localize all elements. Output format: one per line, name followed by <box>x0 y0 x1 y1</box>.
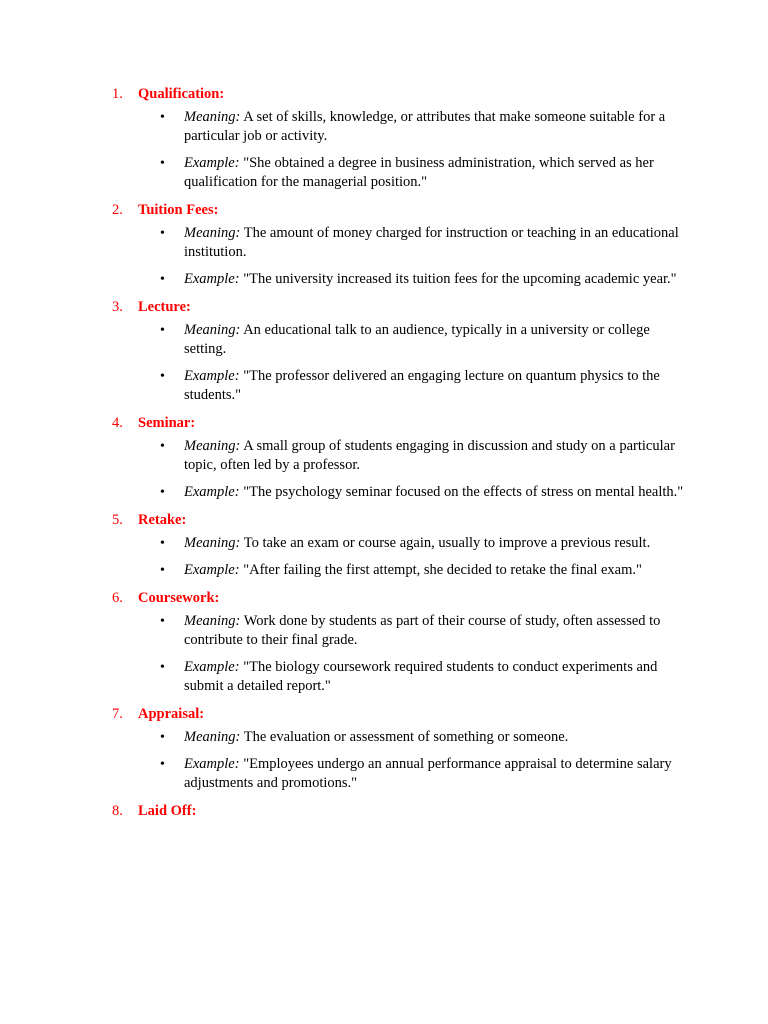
term-title: Laid Off: <box>138 803 197 819</box>
example-item <box>0 270 684 289</box>
term-title: Lecture: <box>138 299 191 315</box>
example-text: "The professor delivered an engaging lecture on quantum physics to the students." <box>184 368 660 403</box>
example-text: "She obtained a degree in business administration, which served as her qualification for the managerial position." <box>184 155 654 190</box>
bullet-icon: • <box>160 272 165 287</box>
term-number: 2. <box>112 202 123 218</box>
meaning-item <box>0 108 684 146</box>
definition-list <box>0 534 768 580</box>
example-item <box>0 154 684 192</box>
meaning-label: Meaning: <box>184 438 241 454</box>
meaning-label: Meaning: <box>184 109 241 125</box>
example-item <box>0 561 684 580</box>
meaning-text: A small group of students engaging in discussion and study on a particular topic, often led by a professor. <box>184 438 675 473</box>
definition-list <box>0 224 768 289</box>
meaning-text: A set of skills, knowledge, or attributes that make someone suitable for a particular job or activity. <box>184 109 666 144</box>
term-number: 3. <box>112 299 123 315</box>
bullet-icon: • <box>160 730 165 745</box>
definition-list <box>0 108 768 192</box>
meaning-label: Meaning: <box>184 535 241 551</box>
term-title: Appraisal: <box>138 706 205 722</box>
bullet-icon: • <box>160 110 165 125</box>
term-title: Retake: <box>138 512 187 528</box>
definition-list <box>0 321 768 405</box>
example-item <box>0 658 684 696</box>
bullet-icon: • <box>160 156 165 171</box>
term-item-lecture <box>0 297 768 405</box>
term-number: 8. <box>112 803 123 819</box>
term-item-tuition-fees <box>0 200 768 289</box>
example-item <box>0 755 684 793</box>
term-item-coursework <box>0 588 768 696</box>
bullet-icon: • <box>160 563 165 578</box>
meaning-text: The amount of money charged for instruction or teaching in an educational institution. <box>184 225 679 260</box>
definition-list <box>0 728 768 793</box>
example-text: "The psychology seminar focused on the effects of stress on mental health." <box>239 484 684 500</box>
term-heading <box>0 200 768 221</box>
meaning-text: Work done by students as part of their course of study, often assessed to contribute to their final grade. <box>184 613 661 648</box>
example-label: Example: <box>184 756 240 772</box>
meaning-label: Meaning: <box>184 225 241 241</box>
term-item-appraisal <box>0 704 768 793</box>
example-label: Example: <box>184 484 240 500</box>
example-item <box>0 367 684 405</box>
meaning-text: The evaluation or assessment of something or someone. <box>240 729 569 745</box>
term-number: 7. <box>112 706 123 722</box>
meaning-item <box>0 437 684 475</box>
definition-list <box>0 612 768 696</box>
vocabulary-list <box>0 84 768 827</box>
meaning-item <box>0 321 684 359</box>
example-label: Example: <box>184 271 240 287</box>
term-heading <box>0 297 768 318</box>
term-item-qualification <box>0 84 768 192</box>
bullet-icon: • <box>160 536 165 551</box>
example-text: "Employees undergo an annual performance appraisal to determine salary adjustments and promotions." <box>184 756 672 791</box>
term-title: Qualification: <box>138 86 225 102</box>
term-heading <box>0 510 768 531</box>
term-item-seminar <box>0 413 768 502</box>
meaning-label: Meaning: <box>184 322 241 338</box>
example-label: Example: <box>184 155 240 171</box>
term-heading <box>0 84 768 105</box>
example-text: "The biology coursework required students to conduct experiments and submit a detailed report." <box>184 659 658 694</box>
term-item-retake <box>0 510 768 580</box>
meaning-item <box>0 224 684 262</box>
meaning-item <box>0 612 684 650</box>
term-number: 1. <box>112 86 123 102</box>
bullet-icon: • <box>160 614 165 629</box>
bullet-icon: • <box>160 226 165 241</box>
term-title: Coursework: <box>138 590 220 606</box>
meaning-label: Meaning: <box>184 613 241 629</box>
meaning-item <box>0 534 684 553</box>
definition-list <box>0 437 768 502</box>
example-item <box>0 483 684 502</box>
term-heading <box>0 588 768 609</box>
example-label: Example: <box>184 368 240 384</box>
meaning-text: To take an exam or course again, usually to improve a previous result. <box>240 535 651 551</box>
bullet-icon: • <box>160 660 165 675</box>
meaning-label: Meaning: <box>184 729 241 745</box>
term-number: 4. <box>112 415 123 431</box>
term-heading <box>0 413 768 434</box>
bullet-icon: • <box>160 757 165 772</box>
bullet-icon: • <box>160 439 165 454</box>
term-title: Seminar: <box>138 415 196 431</box>
meaning-text: An educational talk to an audience, typically in a university or college setting. <box>184 322 650 357</box>
bullet-icon: • <box>160 323 165 338</box>
example-text: "The university increased its tuition fees for the upcoming academic year." <box>239 271 677 287</box>
example-label: Example: <box>184 562 240 578</box>
meaning-item <box>0 728 684 747</box>
term-item-laid-off <box>0 801 768 822</box>
example-label: Example: <box>184 659 240 675</box>
bullet-icon: • <box>160 485 165 500</box>
bullet-icon: • <box>160 369 165 384</box>
example-text: "After failing the first attempt, she decided to retake the final exam." <box>239 562 642 578</box>
term-number: 6. <box>112 590 123 606</box>
term-title: Tuition Fees: <box>138 202 219 218</box>
term-heading <box>0 801 768 822</box>
term-number: 5. <box>112 512 123 528</box>
term-heading <box>0 704 768 725</box>
